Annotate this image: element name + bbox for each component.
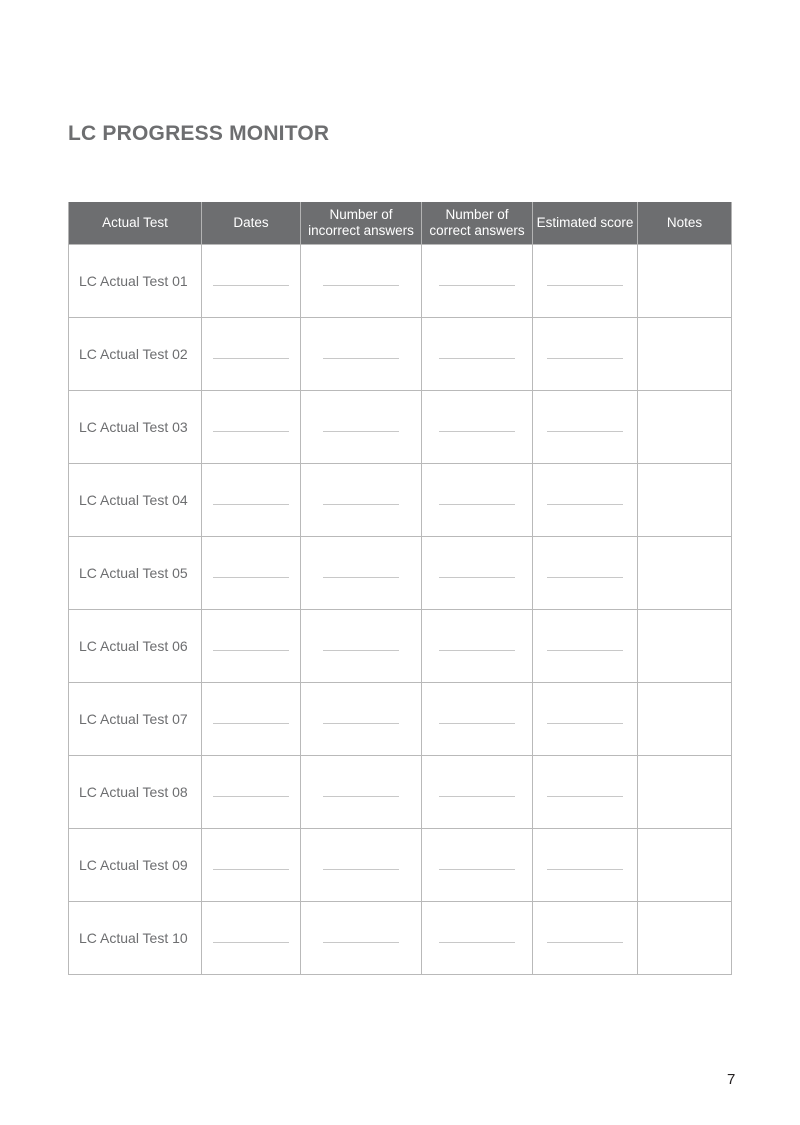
fill-in-line (439, 357, 515, 359)
test-name-cell: LC Actual Test 09 (69, 829, 202, 902)
estimated-score-field[interactable] (533, 464, 638, 537)
progress-table (68, 202, 732, 975)
table-row (69, 683, 732, 756)
dates-field[interactable] (202, 391, 301, 464)
fill-in-line (213, 284, 289, 286)
dates-field[interactable] (202, 610, 301, 683)
fill-in-line (213, 357, 289, 359)
estimated-score-field[interactable] (533, 683, 638, 756)
estimated-score-field[interactable] (533, 537, 638, 610)
fill-in-line (323, 357, 399, 359)
fill-in-line (547, 941, 623, 943)
fill-in-line (547, 722, 623, 724)
notes-field[interactable] (638, 610, 732, 683)
correct-answers-field[interactable] (422, 537, 533, 610)
test-name-cell: LC Actual Test 03 (69, 391, 202, 464)
fill-in-line (213, 941, 289, 943)
notes-field[interactable] (638, 756, 732, 829)
incorrect-answers-field[interactable] (301, 829, 422, 902)
fill-in-line (213, 722, 289, 724)
fill-in-line (439, 503, 515, 505)
fill-in-line (547, 576, 623, 578)
fill-in-line (323, 868, 399, 870)
dates-field[interactable] (202, 464, 301, 537)
fill-in-line (213, 795, 289, 797)
test-name-cell: LC Actual Test 08 (69, 756, 202, 829)
fill-in-line (439, 868, 515, 870)
correct-answers-field[interactable] (422, 683, 533, 756)
fill-in-line (439, 284, 515, 286)
estimated-score-field[interactable] (533, 610, 638, 683)
fill-in-line (323, 284, 399, 286)
correct-answers-field[interactable] (422, 464, 533, 537)
table-row (69, 756, 732, 829)
incorrect-answers-field[interactable] (301, 610, 422, 683)
notes-field[interactable] (638, 391, 732, 464)
fill-in-line (547, 284, 623, 286)
test-name-cell: LC Actual Test 05 (69, 537, 202, 610)
test-name-cell: LC Actual Test 04 (69, 464, 202, 537)
fill-in-line (547, 503, 623, 505)
notes-field[interactable] (638, 318, 732, 391)
correct-answers-field[interactable] (422, 902, 533, 975)
fill-in-line (547, 649, 623, 651)
test-name-cell: LC Actual Test 06 (69, 610, 202, 683)
fill-in-line (323, 430, 399, 432)
fill-in-line (213, 868, 289, 870)
header-incorrect-answers: Number of incorrect answers (301, 202, 422, 245)
incorrect-answers-field[interactable] (301, 756, 422, 829)
incorrect-answers-field[interactable] (301, 902, 422, 975)
fill-in-line (439, 430, 515, 432)
fill-in-line (439, 576, 515, 578)
header-actual-test: Actual Test (69, 202, 202, 245)
fill-in-line (547, 357, 623, 359)
fill-in-line (547, 430, 623, 432)
estimated-score-field[interactable] (533, 902, 638, 975)
fill-in-line (323, 795, 399, 797)
table-row (69, 245, 732, 318)
correct-answers-field[interactable] (422, 829, 533, 902)
dates-field[interactable] (202, 756, 301, 829)
header-estimated-score: Estimated score (533, 202, 638, 245)
dates-field[interactable] (202, 902, 301, 975)
fill-in-line (213, 649, 289, 651)
dates-field[interactable] (202, 829, 301, 902)
header-dates: Dates (202, 202, 301, 245)
estimated-score-field[interactable] (533, 829, 638, 902)
fill-in-line (213, 576, 289, 578)
correct-answers-field[interactable] (422, 610, 533, 683)
table-row (69, 537, 732, 610)
test-name-cell: LC Actual Test 07 (69, 683, 202, 756)
fill-in-line (323, 503, 399, 505)
correct-answers-field[interactable] (422, 245, 533, 318)
incorrect-answers-field[interactable] (301, 464, 422, 537)
header-row (69, 202, 732, 245)
notes-field[interactable] (638, 464, 732, 537)
fill-in-line (213, 430, 289, 432)
table-row (69, 902, 732, 975)
estimated-score-field[interactable] (533, 245, 638, 318)
incorrect-answers-field[interactable] (301, 683, 422, 756)
fill-in-line (323, 649, 399, 651)
table-row (69, 829, 732, 902)
dates-field[interactable] (202, 537, 301, 610)
notes-field[interactable] (638, 537, 732, 610)
dates-field[interactable] (202, 318, 301, 391)
dates-field[interactable] (202, 245, 301, 318)
fill-in-line (547, 868, 623, 870)
table-row (69, 318, 732, 391)
incorrect-answers-field[interactable] (301, 391, 422, 464)
incorrect-answers-field[interactable] (301, 537, 422, 610)
notes-field[interactable] (638, 245, 732, 318)
correct-answers-field[interactable] (422, 391, 533, 464)
test-name-cell: LC Actual Test 10 (69, 902, 202, 975)
fill-in-line (439, 722, 515, 724)
fill-in-line (547, 795, 623, 797)
table-row (69, 391, 732, 464)
header-correct-answers: Number of correct answers (422, 202, 533, 245)
incorrect-answers-field[interactable] (301, 318, 422, 391)
table-row (69, 464, 732, 537)
dates-field[interactable] (202, 683, 301, 756)
test-name-cell: LC Actual Test 02 (69, 318, 202, 391)
fill-in-line (439, 649, 515, 651)
fill-in-line (323, 576, 399, 578)
fill-in-line (439, 941, 515, 943)
fill-in-line (439, 795, 515, 797)
correct-answers-field[interactable] (422, 318, 533, 391)
test-name-cell: LC Actual Test 01 (69, 245, 202, 318)
page-title: LC PROGRESS MONITOR (68, 122, 330, 145)
fill-in-line (213, 503, 289, 505)
fill-in-line (323, 941, 399, 943)
notes-field[interactable] (638, 683, 732, 756)
notes-field[interactable] (638, 829, 732, 902)
estimated-score-field[interactable] (533, 318, 638, 391)
page-number: 7 (727, 1071, 736, 1088)
table-row (69, 610, 732, 683)
correct-answers-field[interactable] (422, 756, 533, 829)
estimated-score-field[interactable] (533, 756, 638, 829)
notes-field[interactable] (638, 902, 732, 975)
estimated-score-field[interactable] (533, 391, 638, 464)
header-notes: Notes (638, 202, 732, 245)
incorrect-answers-field[interactable] (301, 245, 422, 318)
fill-in-line (323, 722, 399, 724)
